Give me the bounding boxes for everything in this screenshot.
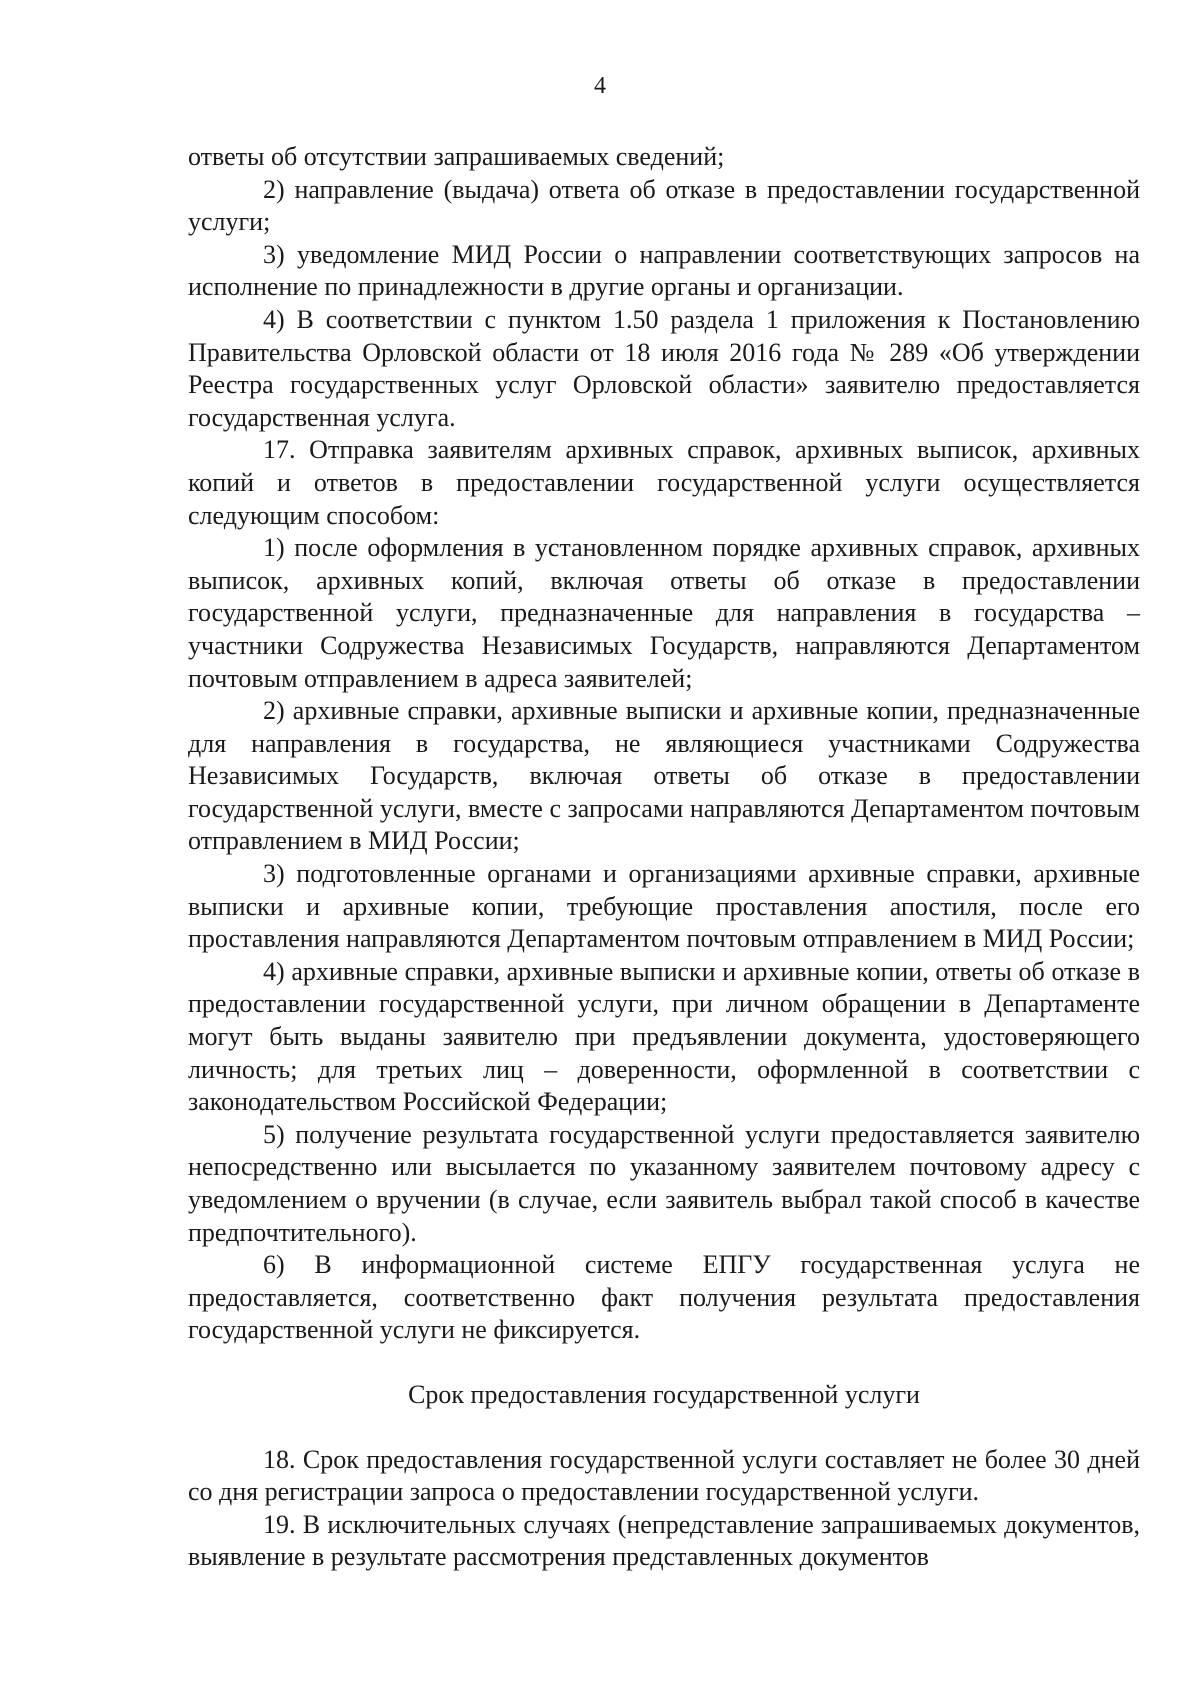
paragraph-item-3: 3) уведомление МИД России о направлении соответствующих запросов на исполнение по принадлежности в другие органы и организации. bbox=[188, 239, 1140, 302]
paragraph-17: 17. Отправка заявителям архивных справок, архивных выписок, архивных копий и ответов в предоставлении государственной услуги осуществляется следующим способом: bbox=[188, 435, 1140, 530]
paragraph-17-item-4: 4) архивные справки, архивные выписки и архивные копии, ответы об отказе в предоставлении государственной услуги, при личном обращении в Департаменте могут быть выданы заявителю при предъявлении документа, удостоверяющего личность; для третьих лиц – доверенности, оформленной в соответствии с законодательством Российской Федерации; bbox=[188, 956, 1140, 1117]
page-number: 4 bbox=[594, 73, 606, 99]
paragraph-item-4: 4) В соответствии с пунктом 1.50 раздела 1 приложения к Постановлению Правительства Орловской области от 18 июля 2016 года № 289 «Об утверждении Реестра государственных услуг Орловской области» заявителю предоставляется государственная услуга. bbox=[188, 304, 1140, 432]
paragraph-17-item-6: 6) В информационной системе ЕПГУ государственная услуга не предоставляется, соответственно факт получения результата предоставления государственной услуги не фиксируется. bbox=[188, 1250, 1140, 1345]
paragraph-17-item-1: 1) после оформления в установленном порядке архивных справок, архивных выписок, архивных копий, включая ответы об отказе в предоставлении государственной услуги, предназначенные для направления в государства – участники Содружества Независимых Государств, направляются Департаментом почтовым отправлением в адреса заявителей; bbox=[188, 533, 1140, 693]
paragraph-17-item-3: 3) подготовленные органами и организациями архивные справки, архивные выписки и архивные копии, требующие проставления апостиля, после его проставления направляются Департаментом почтовым отправлением в МИД России; bbox=[188, 859, 1140, 954]
paragraph-19: 19. В исключительных случаях (непредставление запрашиваемых документов, выявление в результате рассмотрения представленных документов bbox=[188, 1509, 1140, 1572]
paragraph-item-2: 2) направление (выдача) ответа об отказе в предоставлении государственной услуги; bbox=[188, 174, 1140, 237]
paragraph-17-item-2: 2) архивные справки, архивные выписки и архивные копии, предназначенные для направления в государства, не являющиеся участниками Содружества Независимых Государств, включая ответы об отказе в предоставлении государственной услуги, вместе с запросами направляются Департаментом почтовым отправлением в МИД России; bbox=[188, 696, 1140, 856]
paragraph-17-item-5: 5) получение результата государственной услуги предоставляется заявителю непосредственно или высылается по указанному заявителем почтовому адресу с уведомлением о вручении (в случае, если заявитель выбрал такой способ в качестве предпочтительного). bbox=[188, 1119, 1140, 1247]
document-body bbox=[188, 141, 1140, 1574]
paragraph-continuation: ответы об отсутствии запрашиваемых сведений; bbox=[188, 142, 725, 171]
section-heading: Срок предоставления государственной услуги bbox=[408, 1379, 920, 1409]
paragraph-18: 18. Срок предоставления государственной услуги составляет не более 30 дней со дня регистрации запроса о предоставлении государственной услуги. bbox=[188, 1444, 1140, 1507]
